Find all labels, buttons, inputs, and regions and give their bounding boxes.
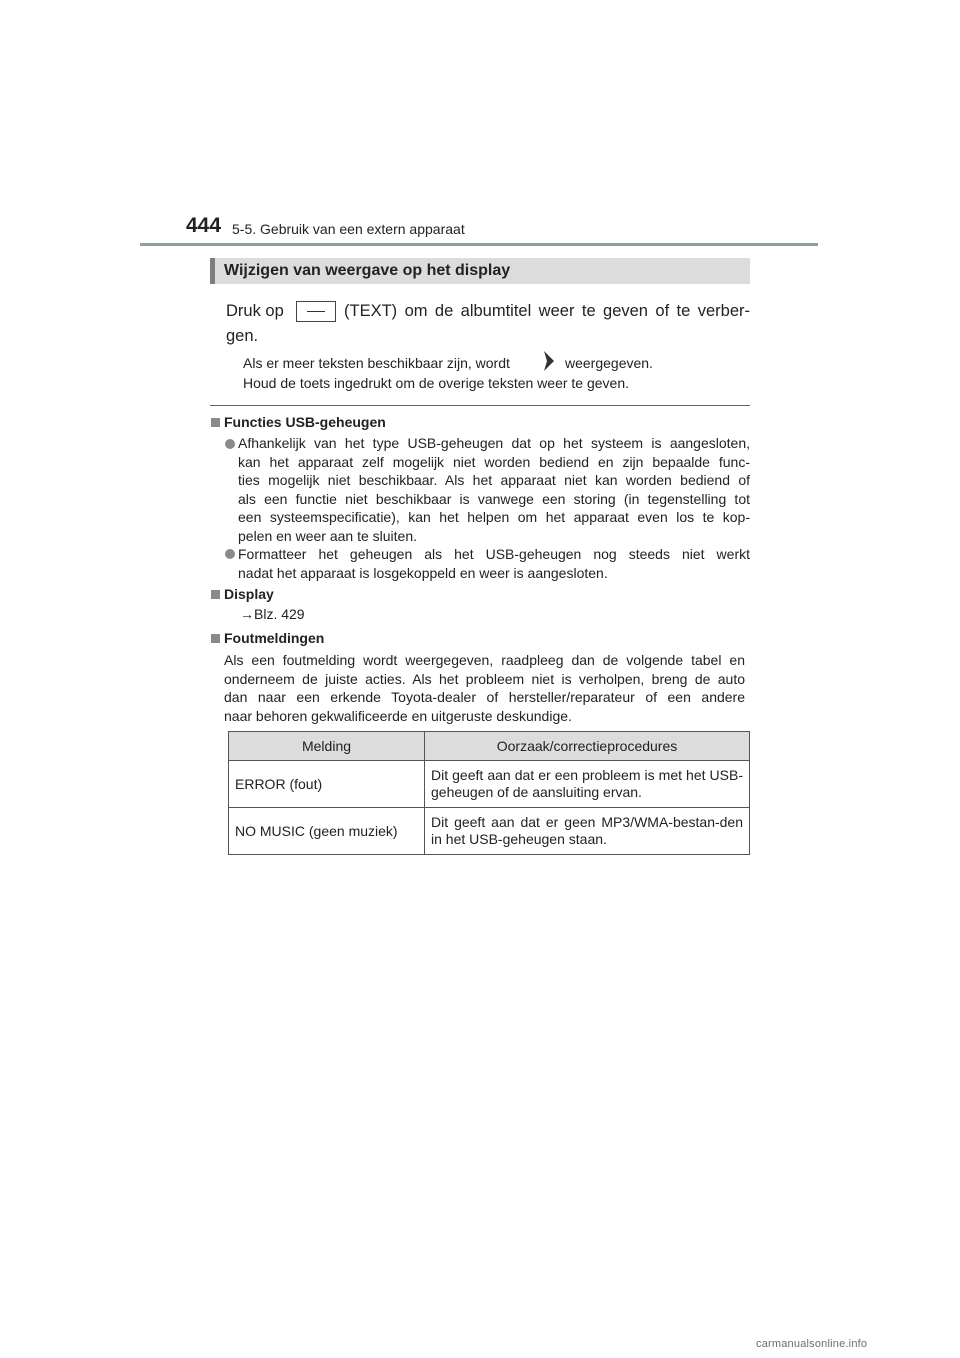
errors-intro-line: onderneem de juiste acties. Als het probleem niet is verholpen, breng de auto: [224, 670, 745, 687]
errors-heading: Foutmeldingen: [224, 630, 325, 646]
usb-heading: Functies USB-geheugen: [224, 414, 386, 430]
table-header-row: [229, 732, 750, 761]
heading-accent: [210, 258, 215, 284]
section-reference: 5-5. Gebruik van een extern apparaat: [232, 221, 465, 237]
instruction-suffix: (TEXT) om de albumtitel weer te geven of te verber-: [344, 302, 750, 320]
errors-intro-line: Als een foutmelding wordt weergegeven, raadpleeg dan de volgende tabel en: [224, 652, 745, 668]
column-header-cause: Oorzaak/correctieprocedures: [425, 732, 750, 761]
usb-bullet-1-line: als een functie niet beschikbaar is vanwege een storing (in tegenstelling tot: [238, 490, 750, 507]
error-message-table: [228, 731, 750, 855]
usb-bullet-1-line: kan het apparaat zelf mogelijk niet worden bediend en zijn bepaalde func-: [238, 453, 750, 470]
note-line-2: Houd de toets ingedrukt om de overige teksten weer te geven.: [243, 375, 630, 391]
usb-bullet-2-line: nadat het apparaat is losgekoppeld en weer is aangesloten.: [238, 564, 608, 581]
page-reference-link[interactable]: →Blz. 429: [240, 606, 305, 622]
usb-bullet-1-line: ties mogelijk niet beschikbaar. Als het apparaat niet kan worden bediend of: [238, 472, 750, 489]
usb-bullet-2-line: Formatteer het geheugen als het USB-geheugen nog steeds niet werkt: [238, 546, 750, 562]
note-line-1b: weergegeven.: [565, 355, 653, 371]
square-bullet-icon: [211, 590, 220, 599]
note-line-1a: Als er meer teksten beschikbaar zijn, wordt: [243, 355, 510, 371]
section-heading: Wijzigen van weergave op het display: [224, 262, 511, 279]
usb-bullet-1-line: een systeemspecificatie), kan het helpen om het apparaat even los te kop-: [238, 509, 750, 526]
text-button-icon: [296, 301, 336, 322]
square-bullet-icon: [211, 634, 220, 643]
errors-intro-line: naar behoren gekwalificeerde en uitgeruste deskundige.: [224, 707, 572, 724]
header-rule: [140, 243, 818, 246]
instruction-prefix: Druk op: [226, 302, 284, 320]
column-header-message: Melding: [229, 732, 425, 761]
square-bullet-icon: [211, 418, 220, 427]
section-divider: [210, 405, 750, 406]
display-heading: Display: [224, 586, 274, 602]
usb-bullet-1-line: Afhankelijk van het type USB-geheugen dat op het systeem is aangesloten,: [238, 435, 750, 451]
errors-intro-line: dan naar een erkende Toyota-dealer of hersteller/reparateur of een andere: [224, 689, 745, 706]
table-cell-message: NO MUSIC (geen muziek): [229, 808, 425, 855]
instruction-continuation: gen.: [226, 327, 259, 345]
table-cell-cause: Dit geeft aan dat er geen MP3/WMA-bestan-den in het USB-geheugen staan.: [425, 808, 750, 855]
dot-bullet-icon: [225, 549, 235, 559]
usb-bullet-1-line: pelen en weer aan te sluiten.: [238, 528, 418, 544]
watermark: carmanualsonline.info: [756, 1338, 868, 1350]
table-cell-cause: Dit geeft aan dat er een probleem is met het USB-geheugen of de aansluiting ervan.: [425, 761, 750, 808]
dot-bullet-icon: [225, 439, 235, 449]
section-heading-bar: [210, 258, 750, 284]
table-row: [229, 808, 750, 855]
arrow-right-icon: [543, 350, 555, 372]
table-row: [229, 761, 750, 808]
page-number: 444: [186, 214, 222, 237]
table-cell-message: ERROR (fout): [229, 761, 425, 808]
